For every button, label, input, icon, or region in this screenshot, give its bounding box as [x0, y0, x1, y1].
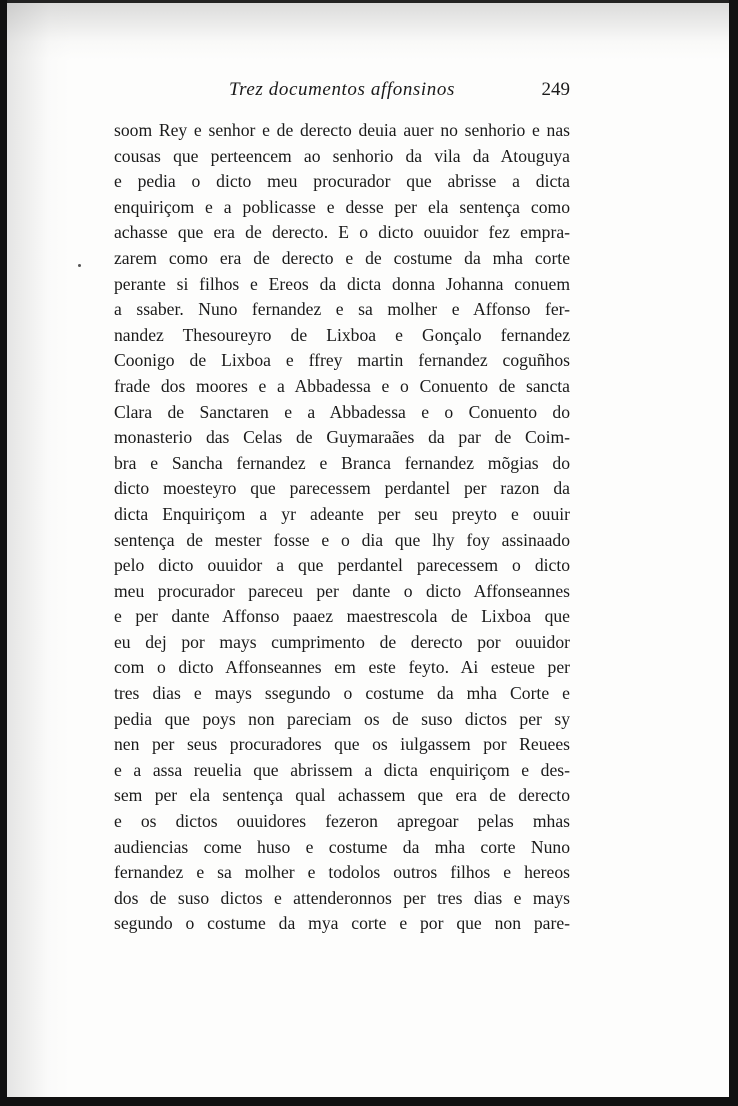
text-line: frade dos moores e a Abbadessa e o Conuento de sancta: [114, 375, 570, 396]
scan-border-bottom: [0, 1097, 738, 1106]
running-header: [114, 76, 570, 104]
text-line: nen per seus procuradores que os iulgassem por Reuees: [114, 734, 570, 755]
scan-shadow-top: [0, 0, 738, 60]
text-line: achasse que era de derecto. E o dicto ouuidor fez empra-: [114, 222, 570, 243]
text-line: Coonigo de Lixboa e ffrey martin fernandez coguñhos: [114, 350, 570, 371]
text-line: monasterio das Celas de Guymaraães da par de Coim-: [114, 427, 570, 448]
text-line: tres dias e mays ssegundo o costume da mha Corte e: [114, 683, 570, 704]
scan-border-right: [729, 0, 738, 1106]
text-line: Clara de Sanctaren e a Abbadessa e o Conuento do: [114, 401, 570, 422]
text-line: e pedia o dicto meu procurador que abrisse a dicta: [114, 171, 570, 192]
text-line: meu procurador pareceu per dante o dicto Affonseannes: [114, 580, 570, 601]
text-line: fernandez e sa molher e todolos outros filhos e hereos: [114, 862, 570, 883]
text-line: perante si filhos e Ereos da dicta donna Johanna conuem: [114, 273, 570, 294]
text-line: eu dej por mays cumprimento de derecto por ouuidor: [114, 631, 570, 652]
text-line: e per dante Affonso paaez maestrescola de Lixboa que: [114, 606, 570, 627]
text-line: enquiriçom e a poblicasse e desse per ela sentença como: [114, 196, 570, 217]
running-title: Trez documentos affonsinos: [228, 79, 456, 100]
text-line: dos de suso dictos e attenderonnos per tres dias e mays: [114, 887, 570, 908]
body-text: [114, 118, 570, 937]
text-line: dicto moesteyro que parecessem perdantel per razon da: [114, 478, 570, 499]
text-line: sentença de mester fosse e o dia que lhy foy assinaado: [114, 529, 570, 550]
text-line: bra e Sancha fernandez e Branca fernandez mõgias do: [114, 452, 570, 473]
scan-speck: [78, 264, 81, 267]
scan-shadow-left: [0, 0, 70, 1106]
scan-border-left: [0, 0, 7, 1106]
text-line: sem per ela sentença qual achassem que era de derecto: [114, 785, 570, 806]
page-number: 249: [541, 79, 570, 100]
text-line: e os dictos ouuidores fezeron apregoar pelas mhas: [114, 811, 570, 832]
scan-border-top: [0, 0, 738, 3]
text-line: audiencias come huso e costume da mha corte Nuno: [114, 836, 570, 857]
text-line: soom Rey e senhor e de derecto deuia auer no senhorio e nas: [114, 120, 570, 140]
text-line: pedia que poys non pareciam os de suso dictos per sy: [114, 708, 570, 729]
text-line: e a assa reuelia que abrissem a dicta enquiriçom e des-: [114, 759, 570, 780]
text-line: com o dicto Affonseannes em este feyto. Ai esteue per: [114, 657, 570, 678]
text-line: nandez Thesoureyro de Lixboa e Gonçalo fernandez: [114, 324, 570, 345]
text-line: cousas que perteencem ao senhorio da vila da Atouguya: [114, 145, 570, 166]
text-line: dicta Enquiriçom a yr adeante per seu preyto e ouuir: [114, 503, 570, 524]
text-line: pelo dicto ouuidor a que perdantel parecessem o dicto: [114, 555, 570, 576]
text-line: a ssaber. Nuno fernandez e sa molher e Affonso fer-: [114, 299, 570, 320]
text-line: segundo o costume da mya corte e por que non pare-: [114, 913, 570, 934]
text-line: zarem como era de derecto e de costume da mha corte: [114, 247, 570, 268]
